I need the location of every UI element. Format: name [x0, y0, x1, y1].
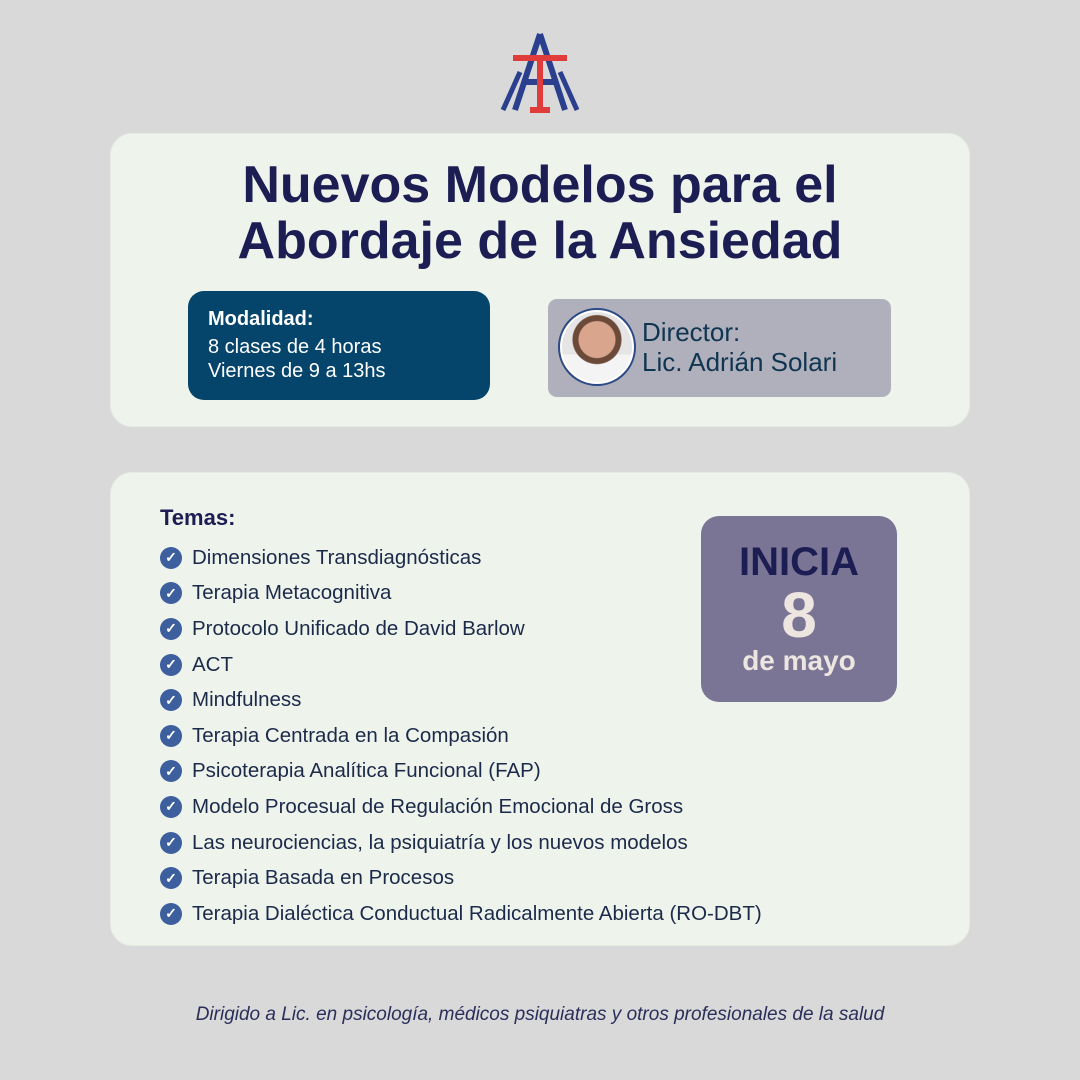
topic-label: ACT: [192, 652, 233, 676]
check-circle-icon: ✓: [160, 832, 182, 854]
start-day: 8: [781, 579, 817, 651]
check-circle-icon: ✓: [160, 760, 182, 782]
check-circle-icon: ✓: [160, 867, 182, 889]
check-circle-icon: ✓: [160, 654, 182, 676]
topic-label: Modelo Procesual de Regulación Emocional de Gross: [192, 794, 684, 818]
topic-item: [160, 896, 762, 932]
topic-label: Terapia Dialéctica Conductual Radicalmente Abierta (RO-DBT): [192, 901, 762, 925]
topic-item: [160, 754, 762, 790]
modalidad-box: [188, 291, 490, 400]
topic-label: Protocolo Unificado de David Barlow: [192, 616, 525, 640]
topic-item: [160, 682, 762, 718]
check-circle-icon: ✓: [160, 582, 182, 604]
topic-label: Las neurociencias, la psiquiatría y los nuevos modelos: [192, 830, 688, 854]
title-line-1: Nuevos Modelos para el: [242, 156, 838, 214]
check-circle-icon: ✓: [160, 689, 182, 711]
topic-item: [160, 576, 762, 612]
topic-label: Terapia Metacognitiva: [192, 581, 392, 605]
check-circle-icon: ✓: [160, 796, 182, 818]
topic-item: [160, 718, 762, 754]
topic-item: [160, 647, 762, 683]
director-name: Lic. Adrián Solari: [642, 347, 838, 377]
check-circle-icon: ✓: [160, 618, 182, 640]
audience-note: Dirigido a Lic. en psicología, médicos psiquiatras y otros profesionales de la salud: [195, 1004, 885, 1025]
topic-label: Psicoterapia Analítica Funcional (FAP): [192, 759, 541, 783]
start-month: de mayo: [742, 645, 856, 676]
modalidad-line-2: Viernes de 9 a 13hs: [208, 360, 386, 382]
modalidad-line-1: 8 clases de 4 horas: [208, 336, 382, 358]
topic-item: [160, 789, 762, 825]
inicia-label: INICIA: [739, 540, 859, 584]
check-circle-icon: ✓: [160, 547, 182, 569]
check-circle-icon: ✓: [160, 725, 182, 747]
start-date-badge: [701, 516, 897, 702]
director-box: [548, 299, 891, 397]
temas-label: Temas:: [160, 505, 236, 530]
topics-list: [160, 540, 762, 932]
director-label: Director:: [642, 317, 741, 347]
check-circle-icon: ✓: [160, 903, 182, 925]
topic-item: [160, 611, 762, 647]
ata-logo: [495, 32, 585, 114]
topic-item: [160, 825, 762, 861]
title-line-2: Abordaje de la Ansiedad: [237, 212, 843, 270]
topic-item: [160, 860, 762, 896]
modalidad-label: Modalidad:: [208, 308, 314, 330]
topic-label: Mindfulness: [192, 688, 302, 712]
topic-item: [160, 540, 762, 576]
topic-label: Dimensiones Transdiagnósticas: [192, 545, 482, 569]
topic-label: Terapia Basada en Procesos: [192, 866, 455, 890]
director-avatar: [558, 308, 636, 386]
topic-label: Terapia Centrada en la Compasión: [192, 723, 509, 747]
